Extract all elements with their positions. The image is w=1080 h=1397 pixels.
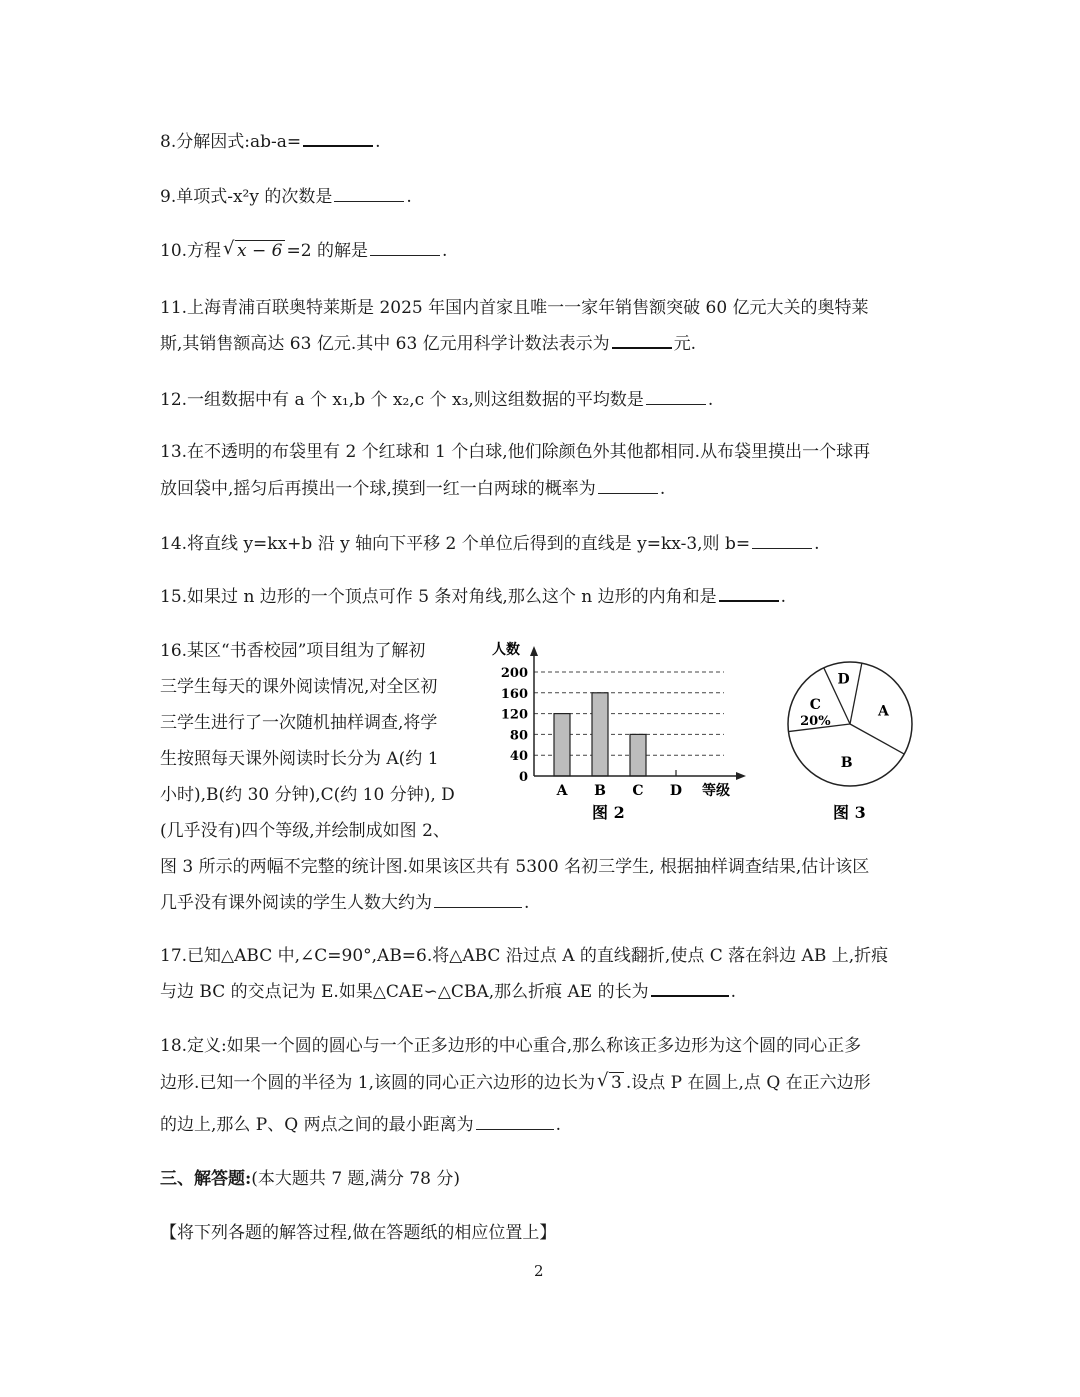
- q8-text: 8.分解因式:ab-a=: [160, 132, 302, 152]
- y-tick-200: 200: [500, 666, 528, 681]
- q11-line2: 斯,其销售额高达 63 亿元.其中 63 亿元用科学计数法表示为: [160, 334, 610, 354]
- pie-label-B: B: [840, 754, 853, 771]
- pie-label-C: C: [809, 697, 821, 713]
- q15-end: .: [780, 587, 786, 607]
- q17-answer-blank[interactable]: [651, 981, 729, 997]
- x-axis-arrow-icon: [736, 772, 746, 780]
- bar-chart-x-label: 等级: [702, 783, 730, 799]
- question-14: [160, 533, 819, 555]
- q14-text: 14.将直线 y=kx+b 沿 y 轴向下平移 2 个单位后得到的直线是 y=kx-3,则 b=: [160, 534, 751, 554]
- question-13-line1: 13.在不透明的布袋里有 2 个红球和 1 个白球,他们除颜色外其他都相同.从布袋里摸出一个球再: [160, 442, 871, 462]
- q18-answer-blank[interactable]: [476, 1115, 554, 1130]
- q10-sqrt: √ x − 6: [223, 238, 283, 261]
- y-tick-80: 80: [509, 728, 528, 744]
- q18-sqrt: √ 3: [597, 1070, 622, 1093]
- q15-answer-blank[interactable]: [719, 586, 779, 602]
- bar-C: [630, 734, 646, 776]
- q13-end: .: [659, 479, 666, 499]
- question-11-line1: 11.上海青浦百联奥特莱斯是 2025 年国内首家且唯一一家年销售额突破 60 亿元大关的奥特莱: [160, 298, 869, 318]
- q10-radicand: x − 6: [237, 241, 283, 261]
- q18-line2-post: .设点 P 在圆上,点 Q 在正六边形: [625, 1073, 871, 1093]
- x-tick-D: D: [669, 783, 683, 799]
- y-tick-120: 120: [500, 707, 528, 723]
- q18-line3: 的边上,那么 P、Q 两点之间的最小距离为: [160, 1115, 474, 1135]
- bar-B: [592, 693, 608, 776]
- question-16-line2: 三学生每天的课外阅读情况,对全区初: [160, 677, 438, 697]
- q10-answer-blank[interactable]: [370, 241, 440, 256]
- section-3-heading: [160, 1168, 460, 1190]
- q17-line2: 与边 BC 的交点记为 E.如果△CAE∽△CBA,那么折痕 AE 的长为: [160, 982, 649, 1002]
- question-10: [160, 240, 447, 262]
- y-axis-arrow-icon: [530, 646, 538, 656]
- q16-answer-blank[interactable]: [434, 893, 522, 908]
- bar-chart-figure-2: [488, 640, 758, 830]
- question-18-line2: [160, 1072, 871, 1094]
- question-16-line6: (几乎没有)四个等级,并绘制成如图 2、: [160, 821, 450, 841]
- q18-radicand: 3: [611, 1073, 622, 1093]
- pie-percent-C: 20%: [800, 714, 831, 729]
- q13-answer-blank[interactable]: [598, 479, 658, 494]
- question-11-line2: [160, 333, 696, 355]
- x-tick-B: B: [594, 783, 606, 799]
- q8-end: .: [375, 132, 381, 152]
- question-13-line2: [160, 478, 665, 500]
- question-8: [160, 131, 381, 153]
- bar-chart-x-ticks: [556, 783, 683, 799]
- pie-label-A: A: [877, 703, 889, 720]
- question-16-line4: 生按照每天课外阅读时长分为 A(约 1: [160, 749, 439, 769]
- question-16-line3: 三学生进行了一次随机抽样调查,将学: [160, 713, 438, 733]
- pie-chart-caption: 图 3: [833, 803, 866, 822]
- q10-pre: 10.方程: [160, 241, 222, 261]
- y-tick-40: 40: [509, 749, 528, 765]
- q11-answer-blank[interactable]: [612, 333, 672, 349]
- q10-post: =2 的解是: [286, 241, 368, 261]
- bar-chart-y-ticks: [501, 666, 528, 785]
- page-number: 2: [534, 1262, 544, 1280]
- bar-A: [554, 714, 570, 776]
- bar-chart-caption: 图 2: [592, 803, 625, 822]
- question-9: [160, 186, 412, 208]
- question-17-line1: 17.已知△ABC 中,∠C=90°,AB=6.将△ABC 沿过点 A 的直线翻折,使点 C 落在斜边 AB 上,折痕: [160, 946, 889, 966]
- q9-end: .: [406, 187, 412, 207]
- q17-end: .: [730, 982, 737, 1002]
- q12-answer-blank[interactable]: [646, 390, 706, 405]
- q8-answer-blank[interactable]: [303, 131, 373, 147]
- q16-line8: 几乎没有课外阅读的学生人数大约为: [160, 893, 432, 913]
- q9-answer-blank[interactable]: [334, 187, 404, 202]
- q10-end: .: [441, 241, 448, 261]
- q14-answer-blank[interactable]: [752, 534, 812, 549]
- q13-line2: 放回袋中,摇匀后再摸出一个球,摸到一红一白两球的概率为: [160, 479, 596, 499]
- q9-text: 9.单项式-x²y 的次数是: [160, 187, 333, 207]
- question-18-line3: [160, 1114, 561, 1136]
- question-16-line7: 图 3 所示的两幅不完整的统计图.如果该区共有 5300 名初三学生, 根据抽样调查结果,估计该区: [160, 857, 870, 877]
- q12-text: 12.一组数据中有 a 个 x₁,b 个 x₂,c 个 x₃,则这组数据的平均数是: [160, 390, 644, 410]
- question-17-line2: [160, 981, 736, 1003]
- q18-line2-pre: 边形.已知一个圆的半径为 1,该圆的同心正六边形的边长为: [160, 1073, 596, 1093]
- q16-end: .: [524, 893, 530, 913]
- question-15: [160, 586, 786, 608]
- y-tick-160: 160: [500, 686, 528, 702]
- section-3-title: 三、解答题:: [160, 1169, 252, 1189]
- q14-end: .: [814, 534, 820, 554]
- question-16-line5: 小时),B(约 30 分钟),C(约 10 分钟), D: [160, 785, 455, 805]
- question-16-line1: 16.某区“书香校园”项目组为了解初: [160, 641, 426, 661]
- x-tick-C: C: [632, 783, 644, 799]
- pie-label-D: D: [837, 671, 850, 688]
- q12-end: .: [707, 390, 714, 410]
- q15-text: 15.如果过 n 边形的一个顶点可作 5 条对角线,那么这个 n 边形的内角和是: [160, 587, 717, 607]
- question-12: [160, 389, 713, 411]
- q11-end: 元.: [673, 334, 697, 354]
- y-tick-0: 0: [518, 770, 528, 785]
- section-3-note: (本大题共 7 题,满分 78 分): [251, 1169, 461, 1189]
- x-tick-A: A: [556, 783, 568, 799]
- question-16-line8: [160, 892, 529, 914]
- bar-chart-y-label: 人数: [492, 642, 520, 658]
- q18-end: .: [555, 1115, 561, 1135]
- question-18-line1: 18.定义:如果一个圆的圆心与一个正多边形的中心重合,那么称该正多边形为这个圆的同心正多: [160, 1036, 862, 1056]
- pie-chart-figure-3: [775, 660, 925, 830]
- answer-instruction: 【将下列各题的解答过程,做在答题纸的相应位置上】: [160, 1223, 557, 1243]
